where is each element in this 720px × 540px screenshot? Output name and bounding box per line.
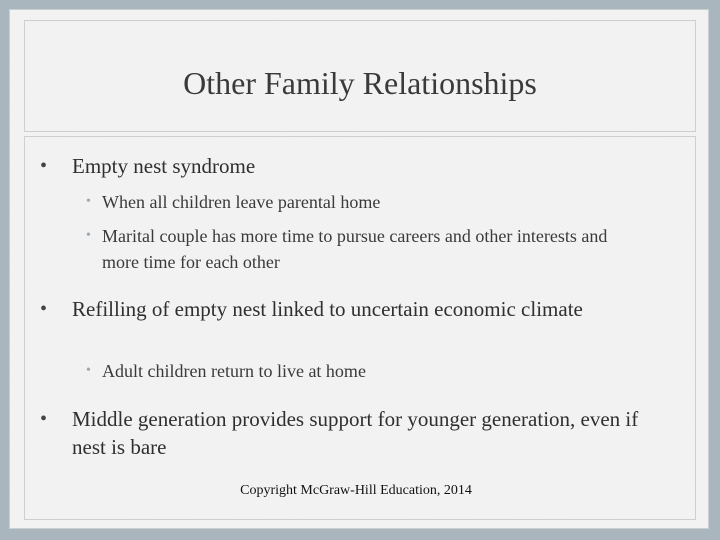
bullet-3 <box>40 405 660 461</box>
bullet-3-text: Middle generation provides support for younger generation, even if nest is bare <box>72 407 639 459</box>
slide-title: Other Family Relationships <box>183 65 537 101</box>
copyright-footer <box>10 483 682 499</box>
bullet-1 <box>40 152 660 180</box>
bullet-2-sub-1 <box>86 358 646 384</box>
bullet-1-sub-1-text: When all children leave parental home <box>102 192 381 212</box>
copyright-text: Copyright McGraw-Hill Education, 2014 <box>240 483 472 498</box>
bullet-1-sub-1 <box>86 189 646 215</box>
bullet-dot: • <box>40 298 48 320</box>
bullet-1-sub-2-text: Marital couple has more time to pursue careers and other interests and more time for each other <box>102 226 608 272</box>
sub-bullet-dot: • <box>86 363 91 378</box>
sub-bullet-dot: • <box>86 194 91 209</box>
sub-bullet-dot: • <box>86 228 91 243</box>
title-box <box>24 20 696 132</box>
bullet-2-text: Refilling of empty nest linked to uncertain economic climate <box>72 297 583 321</box>
bullet-dot: • <box>40 408 48 430</box>
bullet-dot: • <box>40 155 48 177</box>
bullet-2 <box>40 295 660 323</box>
slide <box>9 9 709 529</box>
bullet-1-text: Empty nest syndrome <box>72 154 256 178</box>
bullet-1-sub-2 <box>86 223 646 275</box>
bullet-2-sub-1-text: Adult children return to live at home <box>102 361 366 381</box>
